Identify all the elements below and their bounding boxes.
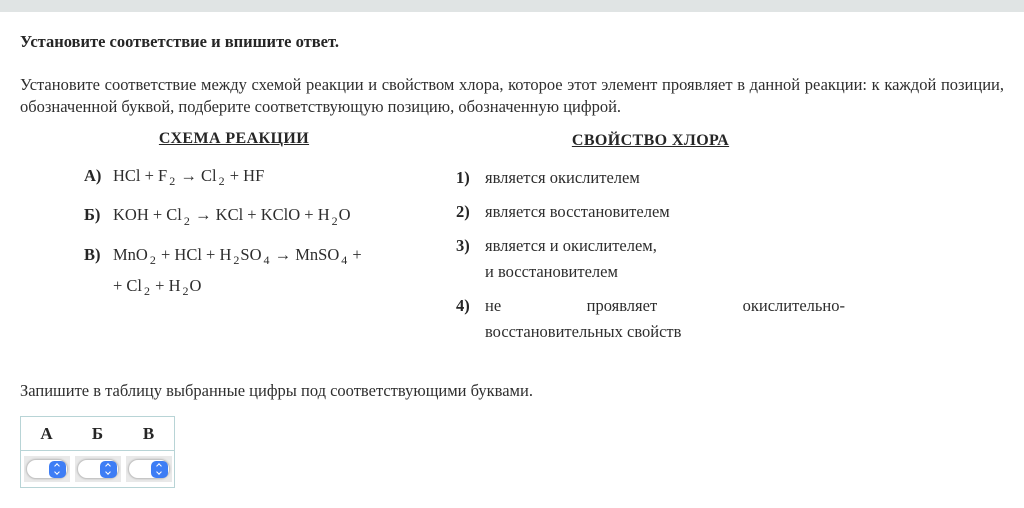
- answer-select-a-frame: [24, 456, 70, 482]
- stepper-icon[interactable]: [49, 461, 66, 478]
- reaction-letter-a: А): [84, 166, 102, 185]
- reaction-formula-v-line2: + Cl $_2$ + H $_2$O: [113, 275, 202, 299]
- answer-select-a[interactable]: [26, 459, 68, 479]
- answer-table-input-row: [21, 451, 174, 487]
- answer-select-b[interactable]: [77, 459, 119, 479]
- property-number-2: 2): [456, 202, 470, 221]
- property-number-3: 3): [456, 236, 470, 255]
- answer-table-header-v: В: [142, 423, 155, 443]
- reaction-letter-v: В): [84, 244, 101, 264]
- property-row-4: [456, 293, 845, 345]
- matching-area: [20, 130, 1004, 353]
- property-text-1: является окислителем: [485, 168, 640, 187]
- property-text-4-line2: восстановительных свойств: [485, 322, 682, 341]
- top-bar: [0, 0, 1024, 12]
- reaction-row-a: [84, 163, 425, 194]
- answer-cell-v: [123, 456, 174, 482]
- property-row-1: [456, 165, 845, 191]
- reactions-header: СХЕМА РЕАКЦИИ: [158, 130, 310, 147]
- answer-cell-b: [72, 456, 123, 482]
- property-number-1: 1): [456, 168, 470, 187]
- reaction-formula-v: [113, 242, 425, 305]
- answer-select-v[interactable]: [128, 459, 170, 479]
- reactions-column: [84, 130, 425, 353]
- property-text-2: является восстановителем: [485, 202, 670, 221]
- answer-select-b-frame: [75, 456, 121, 482]
- property-text-4-line1: не проявляет окислительно-: [485, 296, 845, 315]
- answer-table-header-row: [21, 417, 174, 451]
- reaction-row-v: [84, 242, 425, 305]
- reaction-formula-a: HCl + F $_2$ → Cl $_2$ + HF: [113, 166, 265, 189]
- stepper-icon[interactable]: [151, 461, 168, 478]
- write-instruction: Запишите в таблицу выбранные цифры под соответствующими буквами.: [20, 381, 533, 400]
- answer-select-v-frame: [126, 456, 172, 482]
- reaction-letter-b: Б): [84, 205, 101, 225]
- page-title: Установите соответствие и впишите ответ.: [20, 32, 339, 51]
- answer-table-header-b: Б: [91, 423, 104, 443]
- answer-table-header-a: А: [40, 423, 53, 443]
- properties-column: [456, 130, 845, 353]
- reaction-row-b: [84, 202, 425, 233]
- answer-table: [20, 416, 175, 488]
- property-number-4: 4): [456, 296, 470, 315]
- task-instruction: Установите соответствие между схемой реакции и свойством хлора, которое этот элемент проявляет в данной реакции: к каждой позиции, обозначенной буквой, подберите соответствующую позицию, обозначенную цифрой.: [20, 75, 1004, 116]
- property-row-3: [456, 233, 845, 285]
- stepper-icon[interactable]: [100, 461, 117, 478]
- property-text-4: [485, 293, 845, 345]
- reaction-formula-b: KOH + Cl $_2$ → KCl + KClO + H $_2$O: [113, 205, 351, 228]
- property-text-3: является и окислителем, и восстановителем: [485, 236, 657, 281]
- reaction-formula-v-line1: MnO $_2$ + HCl + H $_2$SO $_4$ → MnSO $_4$ +: [113, 244, 362, 267]
- properties-header: СВОЙСТВО ХЛОРА: [571, 132, 730, 149]
- property-row-2: [456, 199, 845, 225]
- task-content: [0, 32, 1024, 488]
- answer-cell-a: [21, 456, 72, 482]
